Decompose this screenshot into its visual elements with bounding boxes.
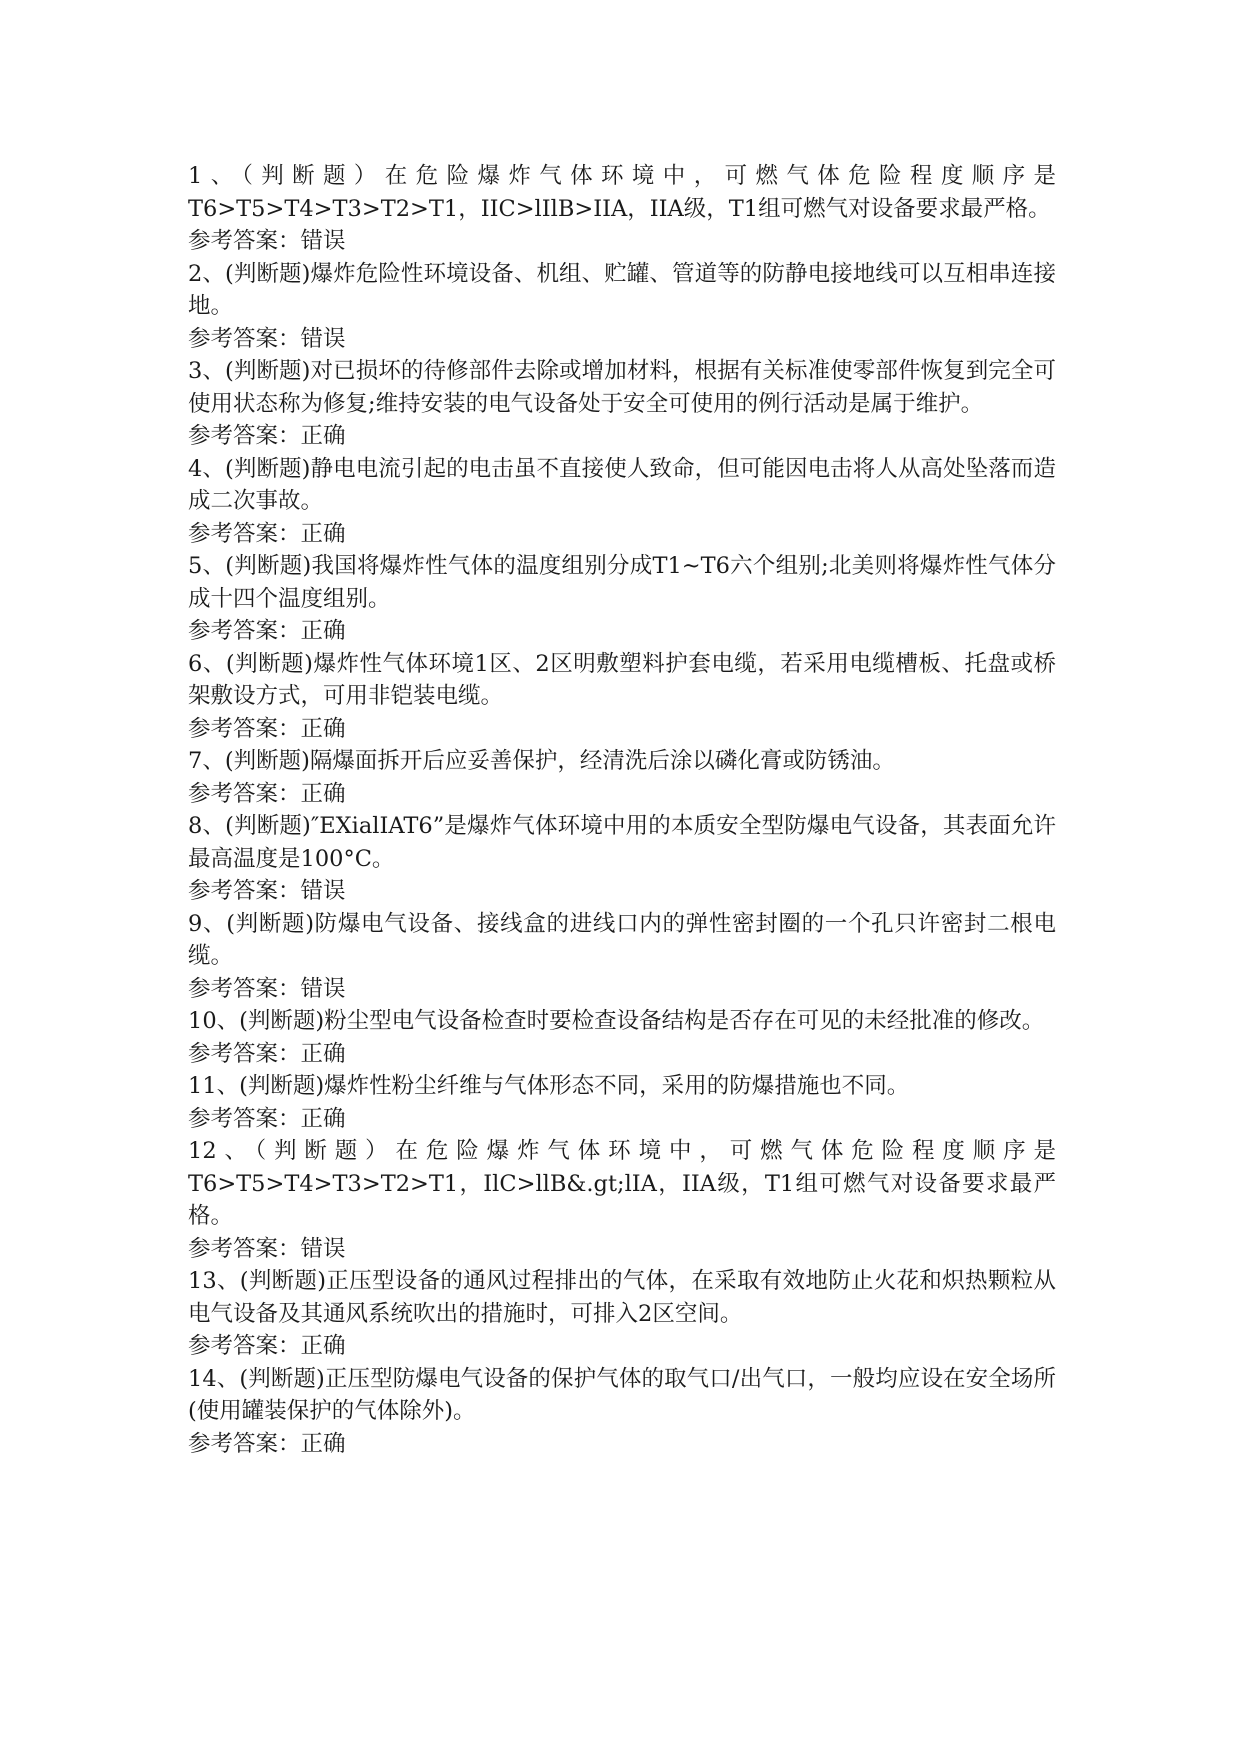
answer-value: 正确: [300, 1333, 346, 1359]
question-text: 9、(判断题)防爆电气设备、接线盒的进线口内的弹性密封圈的一个孔只许密封二根电缆。: [188, 910, 1056, 969]
question-item: [188, 550, 1056, 648]
answer-value: 正确: [300, 520, 346, 547]
answer-value: 正确: [300, 1105, 346, 1132]
question-item: [188, 1070, 1056, 1135]
answer-prefix: 参考答案：: [188, 1333, 301, 1359]
question-text: 5、(判断题)我国将爆炸性气体的温度组别分成T1~T6六个组别;北美则将爆炸性气体分成十四个温度组别。: [188, 553, 1056, 612]
answer-value: 正确: [300, 423, 346, 449]
question-item: [188, 810, 1056, 908]
answer-value: 正确: [300, 780, 346, 807]
question-text: 8、(判断题)″EXialIAT6”是爆炸气体环境中用的本质安全型防爆电气设备，其表面允许最高温度是100°C。: [188, 813, 1056, 872]
answer-value: 错误: [300, 228, 346, 254]
question-text: 3、(判断题)对已损坏的待修部件去除或增加材料，根据有关标准使零部件恢复到完全可使用状态称为修复;维持安装的电气设备处于安全可使用的例行活动是属于维护。: [188, 358, 1056, 417]
answer-value: 错误: [300, 975, 346, 1002]
reference-answer: [188, 225, 1056, 258]
reference-answer: [188, 778, 1056, 811]
reference-answer: [188, 713, 1056, 746]
answer-prefix: 参考答案：: [188, 520, 301, 547]
answer-prefix: 参考答案：: [188, 780, 301, 807]
question-text: 14、(判断题)正压型防爆电气设备的保护气体的取气口/出气口，一般均应设在安全场所(使用罐装保护的气体除外)。: [188, 1365, 1056, 1424]
reference-answer: [188, 1038, 1056, 1071]
answer-value: 错误: [300, 325, 346, 352]
question-item: [188, 453, 1056, 551]
answer-prefix: 参考答案：: [188, 325, 301, 352]
question-item: [188, 1363, 1056, 1461]
answer-value: 正确: [300, 1430, 346, 1457]
answer-prefix: 参考答案：: [188, 423, 301, 449]
answer-prefix: 参考答案：: [188, 618, 301, 644]
question-text: 7、(判断题)隔爆面拆开后应妥善保护，经清洗后涂以磷化膏或防锈油。: [188, 748, 895, 774]
question-text: 11、(判断题)爆炸性粉尘纤维与气体形态不同，采用的防爆措施也不同。: [188, 1073, 910, 1099]
answer-prefix: 参考答案：: [188, 1235, 301, 1262]
question-text: 4、(判断题)静电电流引起的电击虽不直接使人致命，但可能因电击将人从高处坠落而造成二次事故。: [188, 455, 1056, 514]
question-item: [188, 1265, 1056, 1363]
question-text: 1、（判断题）在危险爆炸气体环境中，可燃气体危险程度顺序是T6>T5>T4>T3>T2>T1，IIC>lIlB>IIA，IIA级，T1组可燃气对设备要求最严格。: [188, 163, 1056, 222]
question-text: 2、(判断题)爆炸危险性环境设备、机组、贮罐、管道等的防静电接地线可以互相串连接地。: [188, 260, 1056, 319]
reference-answer: [188, 615, 1056, 648]
question-item: [188, 355, 1056, 453]
reference-answer: [188, 1103, 1056, 1136]
question-item: [188, 908, 1056, 1006]
answer-prefix: 参考答案：: [188, 878, 301, 904]
question-item: [188, 745, 1056, 810]
reference-answer: [188, 973, 1056, 1006]
answer-value: 错误: [300, 1235, 346, 1262]
answer-prefix: 参考答案：: [188, 228, 301, 254]
reference-answer: [188, 1330, 1056, 1363]
answer-prefix: 参考答案：: [188, 975, 301, 1002]
question-item: [188, 1135, 1056, 1265]
answer-value: 正确: [300, 715, 346, 742]
answer-value: 正确: [300, 1040, 346, 1067]
question-text: 12、（判断题）在危险爆炸气体环境中，可燃气体危险程度顺序是T6>T5>T4>T3>T2>T1，IlC>llB&.gt;lIA，IIA级，T1组可燃气对设备要求最严格。: [188, 1138, 1056, 1229]
question-text: 10、(判断题)粉尘型电气设备检查时要检查设备结构是否存在可见的未经批准的修改。: [188, 1008, 1045, 1034]
answer-value: 正确: [300, 618, 346, 644]
reference-answer: [188, 518, 1056, 551]
answer-value: 错误: [300, 878, 346, 904]
question-item: [188, 1005, 1056, 1070]
answer-prefix: 参考答案：: [188, 715, 301, 742]
question-item: [188, 160, 1056, 258]
question-text: 6、(判断题)爆炸性气体环境1区、2区明敷塑料护套电缆，若采用电缆槽板、托盘或桥架敷设方式，可用非铠装电缆。: [188, 650, 1056, 709]
reference-answer: [188, 1428, 1056, 1461]
answer-prefix: 参考答案：: [188, 1040, 301, 1067]
question-text: 13、(判断题)正压型设备的通风过程排出的气体，在采取有效地防止火花和炽热颗粒从电气设备及其通风系统吹出的措施时，可排入2区空间。: [188, 1268, 1056, 1327]
reference-answer: [188, 323, 1056, 356]
reference-answer: [188, 1233, 1056, 1266]
reference-answer: [188, 875, 1056, 908]
question-item: [188, 648, 1056, 746]
reference-answer: [188, 420, 1056, 453]
answer-prefix: 参考答案：: [188, 1430, 301, 1457]
answer-prefix: 参考答案：: [188, 1105, 301, 1132]
question-item: [188, 258, 1056, 356]
document-page: [188, 160, 1056, 1460]
